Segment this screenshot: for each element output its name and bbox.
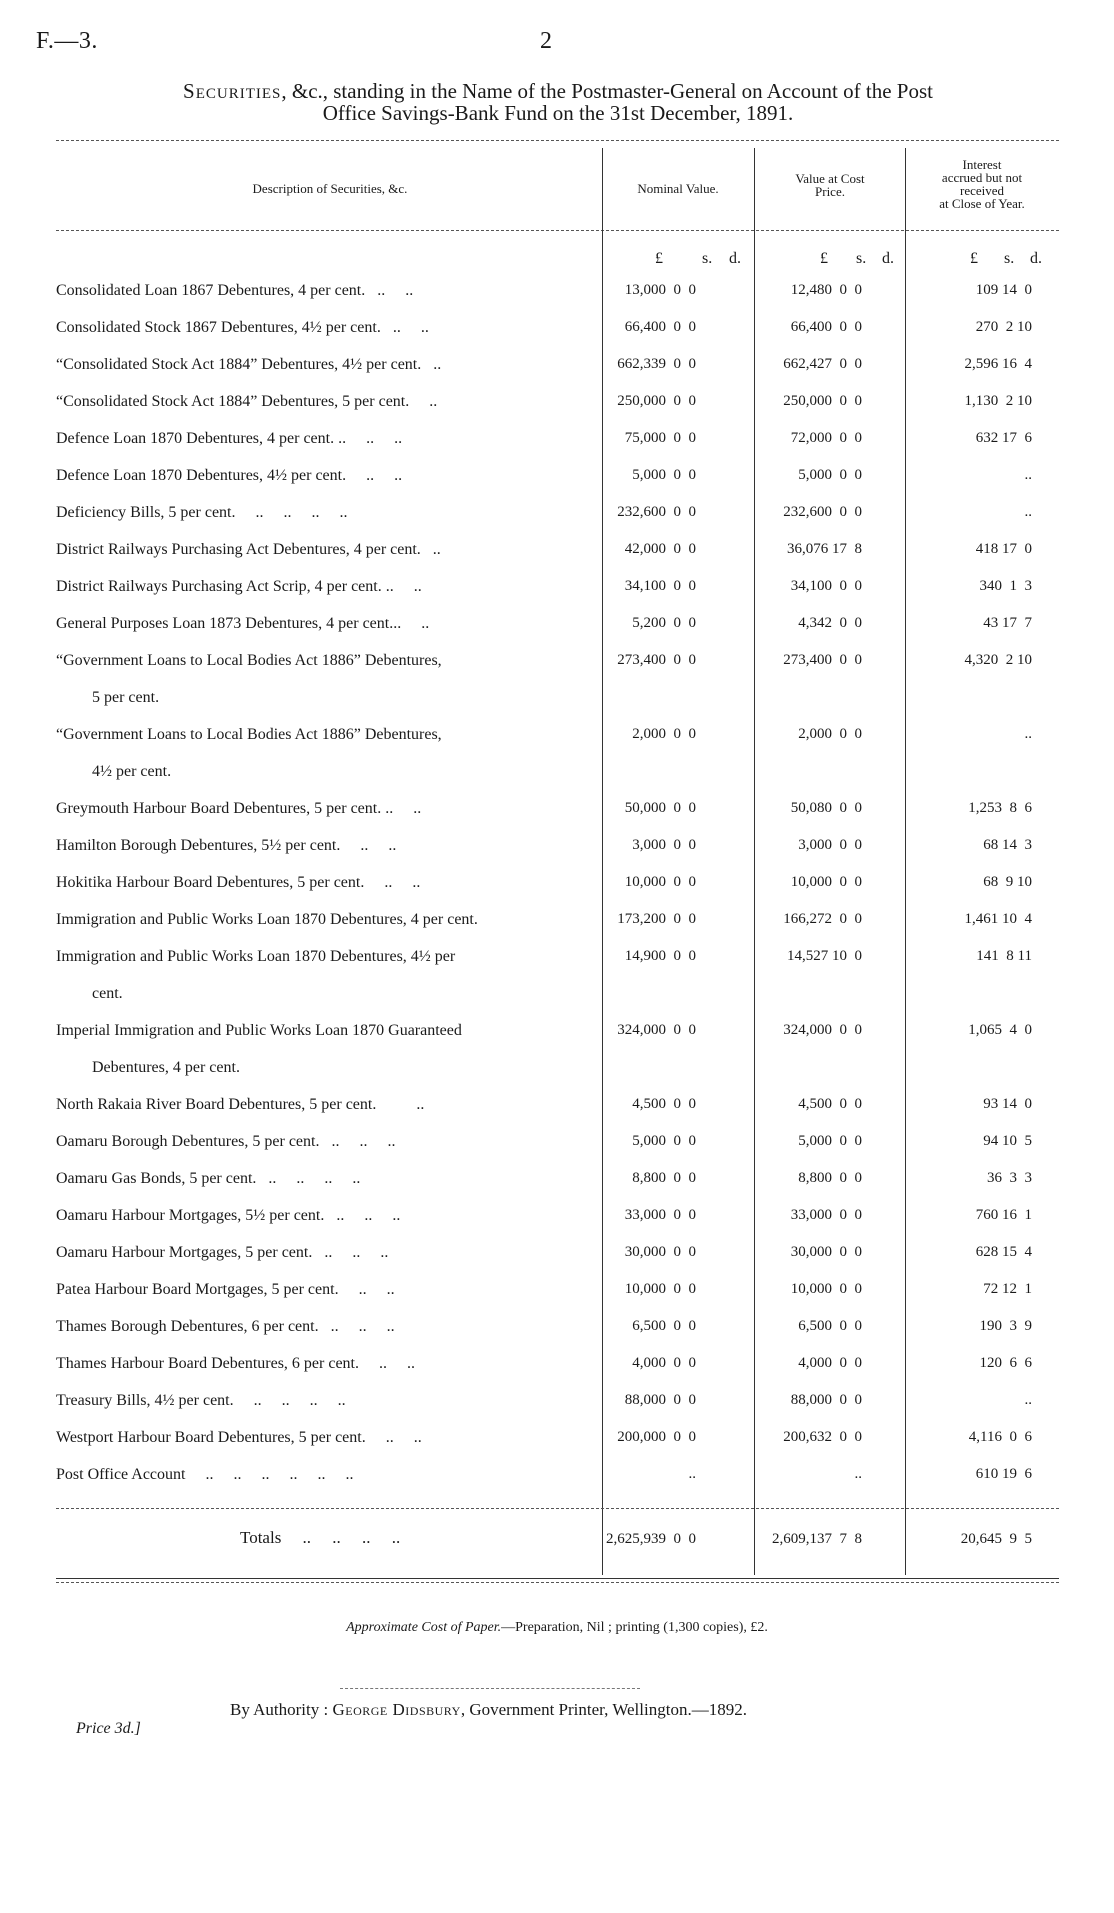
title-line2: Office Savings-Bank Fund on the 31st December, 1891. xyxy=(322,101,794,125)
security-description-continued: Debentures, 4 per cent. xyxy=(92,1059,240,1076)
cost-value: 33,000 0 0 xyxy=(790,1207,862,1223)
security-description: Oamaru Gas Bonds, 5 per cent. .. .. .. .. xyxy=(56,1170,361,1187)
cost-value: 324,000 0 0 xyxy=(783,1022,862,1038)
header-bottom-rule xyxy=(56,230,1059,231)
interest-accrued: .. xyxy=(1024,1392,1032,1408)
nominal-value: 324,000 0 0 xyxy=(617,1022,696,1038)
interest-accrued: 94 10 5 xyxy=(983,1133,1032,1149)
unit-pence-interest: d. xyxy=(1030,250,1042,267)
nominal-value: 5,200 0 0 xyxy=(632,615,696,631)
security-description: Oamaru Harbour Mortgages, 5 per cent. .. .. .. xyxy=(56,1244,389,1261)
nominal-value: 200,000 0 0 xyxy=(617,1429,696,1445)
interest-accrued: 109 14 0 xyxy=(975,282,1032,298)
nominal-value: 10,000 0 0 xyxy=(624,1281,696,1297)
cost-value: 36,076 17 8 xyxy=(787,541,862,557)
interest-accrued: .. xyxy=(1024,726,1032,742)
cost-value: 8,800 0 0 xyxy=(798,1170,862,1186)
interest-accrued: 1,461 10 4 xyxy=(964,911,1032,927)
interest-accrued: 418 17 0 xyxy=(975,541,1032,557)
interest-accrued: 1,130 2 10 xyxy=(964,393,1032,409)
cost-value: 10,000 0 0 xyxy=(790,1281,862,1297)
nominal-value: 4,500 0 0 xyxy=(632,1096,696,1112)
interest-accrued: 2,596 16 4 xyxy=(964,356,1032,372)
nominal-value: 13,000 0 0 xyxy=(624,282,696,298)
security-description-continued: cent. xyxy=(92,985,123,1002)
security-description: Consolidated Loan 1867 Debentures, 4 per cent. .. .. xyxy=(56,282,414,299)
nominal-value: 50,000 0 0 xyxy=(624,800,696,816)
interest-accrued: 4,116 0 6 xyxy=(968,1429,1032,1445)
interest-accrued: .. xyxy=(1024,504,1032,520)
interest-accrued: 120 6 6 xyxy=(979,1355,1032,1371)
cost-of-paper-text: —Preparation, Nil ; printing (1,300 copies), £2. xyxy=(501,1620,768,1635)
interest-accrued: 628 15 4 xyxy=(975,1244,1032,1260)
security-description: Consolidated Stock 1867 Debentures, 4½ per cent. .. .. xyxy=(56,319,429,336)
unit-pound-cost: £ xyxy=(820,250,828,267)
cost-value: 66,400 0 0 xyxy=(790,319,862,335)
interest-accrued: 610 19 6 xyxy=(975,1466,1032,1482)
totals-top-rule xyxy=(56,1508,1059,1509)
nominal-value: 33,000 0 0 xyxy=(624,1207,696,1223)
nominal-value: .. xyxy=(688,1466,696,1482)
security-description: Thames Harbour Board Debentures, 6 per cent. .. .. xyxy=(56,1355,415,1372)
interest-accrued: 43 17 7 xyxy=(983,615,1032,631)
interest-accrued: 68 14 3 xyxy=(983,837,1032,853)
security-description: Immigration and Public Works Loan 1870 Debentures, 4½ per xyxy=(56,948,456,965)
security-description: Thames Borough Debentures, 6 per cent. .. .. .. xyxy=(56,1318,395,1335)
unit-pence-nominal: d. xyxy=(729,250,741,267)
security-description: Hokitika Harbour Board Debentures, 5 per cent. .. .. xyxy=(56,874,421,891)
security-description: Hamilton Borough Debentures, 5½ per cent. .. .. xyxy=(56,837,397,854)
security-description: General Purposes Loan 1873 Debentures, 4 per cent... .. xyxy=(56,615,430,632)
unit-shilling-cost: s. xyxy=(856,250,867,267)
cost-value: 50,080 0 0 xyxy=(790,800,862,816)
totals-interest: 20,645 9 5 xyxy=(960,1531,1032,1547)
printer-authority: By Authority : George Didsbury, Government Printer, Wellington.—1892. xyxy=(230,1700,747,1719)
unit-pound-nominal: £ xyxy=(655,250,663,267)
nominal-value: 662,339 0 0 xyxy=(617,356,696,372)
interest-accrued: 760 16 1 xyxy=(975,1207,1032,1223)
header-description: Description of Securities, &c. xyxy=(252,181,408,196)
cost-value: 166,272 0 0 xyxy=(783,911,862,927)
nominal-value: 173,200 0 0 xyxy=(617,911,696,927)
security-description: Oamaru Harbour Mortgages, 5½ per cent. .. .. .. xyxy=(56,1207,401,1224)
column-divider-interest xyxy=(905,148,906,1575)
security-description: Defence Loan 1870 Debentures, 4 per cent. .. .. .. xyxy=(56,430,403,447)
nominal-value: 5,000 0 0 xyxy=(632,467,696,483)
security-description: Deficiency Bills, 5 per cent. .. .. .. .. xyxy=(56,504,348,521)
cost-value: 273,400 0 0 xyxy=(783,652,862,668)
security-description: Defence Loan 1870 Debentures, 4½ per cent. .. .. xyxy=(56,467,403,484)
cost-value: 5,000 0 0 xyxy=(798,467,862,483)
security-description: Post Office Account .. .. .. .. .. .. xyxy=(56,1466,354,1483)
nominal-value: 6,500 0 0 xyxy=(632,1318,696,1334)
cost-value: 2,000 0 0 xyxy=(798,726,862,742)
interest-accrued: 93 14 0 xyxy=(983,1096,1032,1112)
nominal-value: 232,600 0 0 xyxy=(617,504,696,520)
interest-accrued: .. xyxy=(1024,467,1032,483)
cost-value: 10,000 0 0 xyxy=(790,874,862,890)
nominal-value: 42,000 0 0 xyxy=(624,541,696,557)
page-number: 2 xyxy=(540,28,552,54)
cost-value: 4,342 0 0 xyxy=(798,615,862,631)
nominal-value: 5,000 0 0 xyxy=(632,1133,696,1149)
security-description: Immigration and Public Works Loan 1870 Debentures, 4 per cent. xyxy=(56,911,478,928)
interest-accrued: 1,253 8 6 xyxy=(968,800,1032,816)
cost-value: 662,427 0 0 xyxy=(783,356,862,372)
cost-value: 30,000 0 0 xyxy=(790,1244,862,1260)
cost-value: 12,480 0 0 xyxy=(790,282,862,298)
totals-cost: 2,609,137 7 8 xyxy=(772,1531,862,1547)
cost-value: 3,000 0 0 xyxy=(798,837,862,853)
totals-label: Totals .. .. .. .. xyxy=(240,1528,401,1547)
interest-accrued: 36 3 3 xyxy=(987,1170,1032,1186)
header-cost: Value at Cost Price. xyxy=(795,171,865,199)
unit-pound-interest: £ xyxy=(970,250,978,267)
interest-accrued: 340 1 3 xyxy=(979,578,1032,594)
security-description: “Government Loans to Local Bodies Act 1886” Debentures, xyxy=(56,726,442,743)
nominal-value: 250,000 0 0 xyxy=(617,393,696,409)
interest-accrued: 190 3 9 xyxy=(979,1318,1032,1334)
column-divider-nominal xyxy=(602,148,603,1575)
cost-value: 72,000 0 0 xyxy=(790,430,862,446)
interest-accrued: 1,065 4 0 xyxy=(968,1022,1032,1038)
price-label: Price 3d.] xyxy=(76,1720,141,1737)
nominal-value: 30,000 0 0 xyxy=(624,1244,696,1260)
table-bottom-rule-2 xyxy=(56,1582,1059,1583)
page-title xyxy=(56,80,1060,124)
security-description: Treasury Bills, 4½ per cent. .. .. .. .. xyxy=(56,1392,346,1409)
security-description: Patea Harbour Board Mortgages, 5 per cent. .. .. xyxy=(56,1281,395,1298)
cost-value: 200,632 0 0 xyxy=(783,1429,862,1445)
nominal-value: 10,000 0 0 xyxy=(624,874,696,890)
cost-of-paper-label: Approximate Cost of Paper. xyxy=(346,1620,502,1635)
security-description: District Railways Purchasing Act Debentures, 4 per cent. .. xyxy=(56,541,441,558)
cost-value: 34,100 0 0 xyxy=(790,578,862,594)
interest-accrued: 632 17 6 xyxy=(975,430,1032,446)
security-description: Imperial Immigration and Public Works Loan 1870 Guaranteed xyxy=(56,1022,462,1039)
cost-value: 88,000 0 0 xyxy=(790,1392,862,1408)
title-line1: , &c., standing in the Name of the Postmaster-General on Account of the Post xyxy=(281,79,933,103)
authority-rule xyxy=(340,1688,640,1689)
cost-of-paper-note xyxy=(0,1620,1114,1636)
cost-value: 6,500 0 0 xyxy=(798,1318,862,1334)
security-description: “Government Loans to Local Bodies Act 1886” Debentures, xyxy=(56,652,442,669)
title-lead: Securities xyxy=(183,79,282,103)
cost-value: 5,000 0 0 xyxy=(798,1133,862,1149)
interest-accrued: 270 2 10 xyxy=(975,319,1032,335)
nominal-value: 66,400 0 0 xyxy=(624,319,696,335)
security-description-continued: 4½ per cent. xyxy=(92,763,172,780)
unit-shilling-interest: s. xyxy=(1004,250,1015,267)
interest-accrued: 68 9 10 xyxy=(983,874,1032,890)
totals-nominal: 2,625,939 0 0 xyxy=(606,1531,696,1547)
security-description: Greymouth Harbour Board Debentures, 5 per cent. .. .. xyxy=(56,800,422,817)
security-description: Oamaru Borough Debentures, 5 per cent. .. .. .. xyxy=(56,1133,396,1150)
interest-accrued: 141 8 11 xyxy=(976,948,1032,964)
security-description: Westport Harbour Board Debentures, 5 per cent. .. .. xyxy=(56,1429,422,1446)
column-divider-cost xyxy=(754,148,755,1575)
cost-value: 4,500 0 0 xyxy=(798,1096,862,1112)
nominal-value: 75,000 0 0 xyxy=(624,430,696,446)
nominal-value: 4,000 0 0 xyxy=(632,1355,696,1371)
nominal-value: 14,900 0 0 xyxy=(624,948,696,964)
cost-value: 250,000 0 0 xyxy=(783,393,862,409)
header-nominal: Nominal Value. xyxy=(637,181,719,196)
unit-shilling-nominal: s. xyxy=(702,250,713,267)
header-interest: Interest accrued but not received at Close of Year. xyxy=(939,157,1025,211)
security-description: “Consolidated Stock Act 1884” Debentures, 4½ per cent. .. xyxy=(56,356,442,373)
security-description-continued: 5 per cent. xyxy=(92,689,160,706)
interest-accrued: 4,320 2 10 xyxy=(964,652,1032,668)
table-top-rule xyxy=(56,140,1059,141)
security-description: District Railways Purchasing Act Scrip, 4 per cent. .. .. xyxy=(56,578,422,595)
cost-value: 14,527 10 0 xyxy=(787,948,862,964)
nominal-value: 3,000 0 0 xyxy=(632,837,696,853)
nominal-value: 8,800 0 0 xyxy=(632,1170,696,1186)
unit-pence-cost: d. xyxy=(882,250,894,267)
interest-accrued: 72 12 1 xyxy=(983,1281,1032,1297)
nominal-value: 34,100 0 0 xyxy=(624,578,696,594)
security-description: “Consolidated Stock Act 1884” Debentures, 5 per cent. .. xyxy=(56,393,438,410)
security-description: North Rakaia River Board Debentures, 5 per cent. .. xyxy=(56,1096,425,1113)
nominal-value: 88,000 0 0 xyxy=(624,1392,696,1408)
cost-value: .. xyxy=(854,1466,862,1482)
printer-name: George Didsbury xyxy=(332,1700,461,1719)
cost-value: 232,600 0 0 xyxy=(783,504,862,520)
table-bottom-rule xyxy=(56,1578,1059,1579)
nominal-value: 2,000 0 0 xyxy=(632,726,696,742)
document-reference: F.—3. xyxy=(36,28,98,54)
cost-value: 4,000 0 0 xyxy=(798,1355,862,1371)
nominal-value: 273,400 0 0 xyxy=(617,652,696,668)
